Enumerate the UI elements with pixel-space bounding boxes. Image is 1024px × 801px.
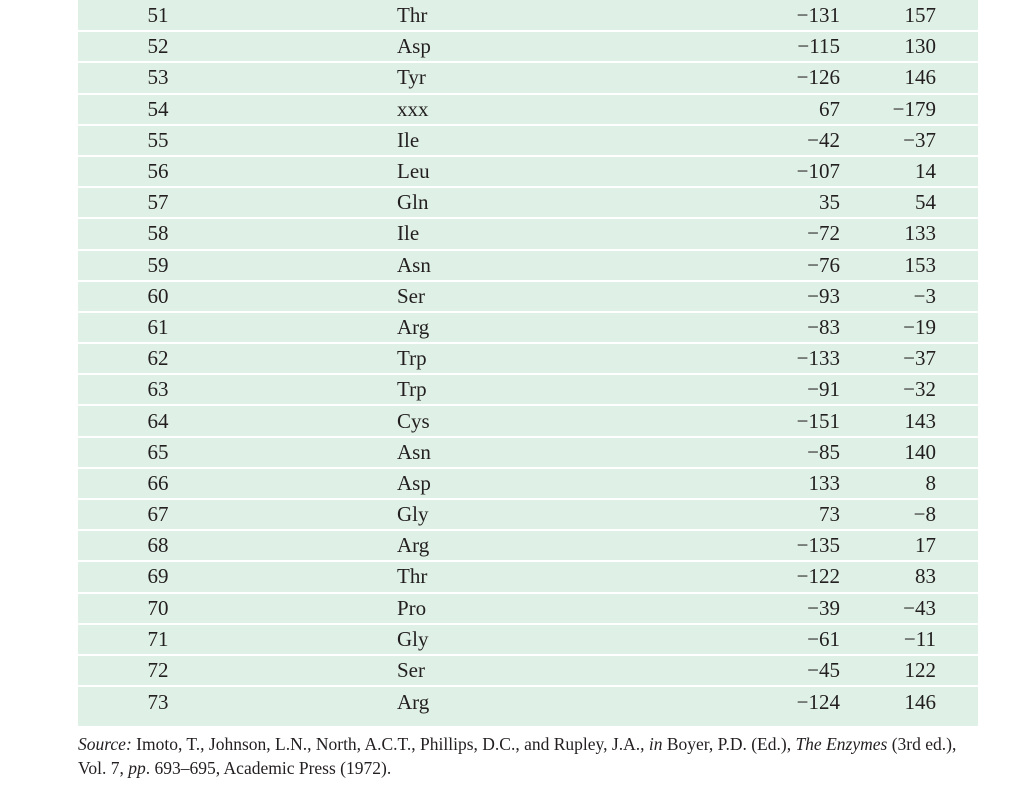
psi-angle-cell: 130	[904, 34, 936, 59]
psi-angle-cell: −3	[913, 283, 936, 308]
residue-name-cell: Ser	[397, 658, 425, 683]
residue-name-cell: Gln	[397, 190, 429, 215]
psi-angle-cell: 133	[904, 221, 936, 246]
dihedral-angle-table-panel	[78, 0, 978, 726]
table-body	[78, 0, 978, 717]
residue-name-cell: Thr	[397, 2, 428, 27]
residue-number-cell: 64	[147, 408, 169, 433]
phi-angle-cell: −151	[796, 408, 840, 433]
table-row	[78, 312, 978, 343]
psi-angle-cell: 54	[915, 190, 936, 215]
psi-angle-cell: 8	[925, 470, 936, 495]
phi-angle-cell: −42	[807, 127, 840, 152]
residue-number-cell: 57	[147, 190, 169, 215]
residue-name-cell: xxx	[397, 96, 429, 121]
phi-angle-cell: −85	[807, 439, 840, 464]
residue-number-cell: 68	[147, 533, 169, 558]
residue-number-cell: 61	[147, 314, 169, 339]
residue-number-cell: 67	[147, 502, 169, 527]
phi-angle-cell: −133	[796, 346, 840, 371]
table-row	[78, 125, 978, 156]
phi-angle-cell: −83	[807, 314, 840, 339]
residue-number-cell: 55	[147, 127, 169, 152]
source-in-word: in	[648, 734, 663, 754]
source-authors: Imoto, T., Johnson, L.N., North, A.C.T., Phillips, D.C., and Rupley, J.A.,	[131, 734, 649, 754]
table-row	[78, 31, 978, 62]
residue-name-cell: Ile	[397, 221, 420, 246]
psi-angle-cell: 143	[904, 408, 936, 433]
psi-angle-cell: −37	[903, 127, 936, 152]
phi-angle-cell: −61	[807, 626, 840, 651]
residue-number-cell: 65	[147, 439, 169, 464]
residue-name-cell: Asn	[397, 439, 431, 464]
dihedral-angle-table	[78, 0, 978, 717]
source-pages-publisher: . 693–695, Academic Press (1972).	[145, 758, 392, 778]
residue-name-cell: Pro	[397, 595, 427, 620]
residue-number-cell: 72	[147, 658, 169, 683]
table-row	[78, 624, 978, 655]
phi-angle-cell: 35	[819, 190, 840, 215]
residue-number-cell: 58	[147, 221, 169, 246]
phi-angle-cell: 133	[808, 470, 840, 495]
table-row	[78, 593, 978, 624]
table-row	[78, 374, 978, 405]
psi-angle-cell: 157	[904, 2, 936, 27]
phi-angle-cell: −45	[807, 658, 840, 683]
residue-number-cell: 70	[147, 595, 169, 620]
psi-angle-cell: 146	[904, 65, 936, 90]
table-row	[78, 94, 978, 125]
psi-angle-cell: −37	[903, 346, 936, 371]
table-row	[78, 686, 978, 717]
phi-angle-cell: −91	[807, 377, 840, 402]
residue-number-cell: 53	[147, 65, 169, 90]
residue-number-cell: 59	[147, 252, 169, 277]
table-row	[78, 343, 978, 374]
table-row	[78, 561, 978, 592]
residue-number-cell: 56	[147, 159, 169, 184]
phi-angle-cell: −93	[807, 283, 840, 308]
psi-angle-cell: −11	[903, 626, 936, 651]
phi-angle-cell: −72	[807, 221, 840, 246]
phi-angle-cell: −39	[807, 595, 840, 620]
phi-angle-cell: 67	[819, 96, 840, 121]
residue-number-cell: 51	[147, 2, 169, 27]
psi-angle-cell: −32	[903, 377, 936, 402]
table-row	[78, 156, 978, 187]
table-row	[78, 499, 978, 530]
phi-angle-cell: −135	[796, 533, 840, 558]
source-pp: pp	[128, 758, 146, 778]
table-row	[78, 187, 978, 218]
source-book-title: The Enzymes	[795, 734, 888, 754]
residue-number-cell: 60	[147, 283, 169, 308]
residue-name-cell: Gly	[397, 626, 429, 651]
phi-angle-cell: −126	[796, 65, 840, 90]
psi-angle-cell: 122	[904, 658, 936, 683]
table-row	[78, 0, 978, 31]
table-row	[78, 281, 978, 312]
source-editor: Boyer, P.D. (Ed.),	[662, 734, 796, 754]
psi-angle-cell: 83	[915, 564, 936, 589]
residue-name-cell: Cys	[397, 408, 430, 433]
phi-angle-cell: −131	[796, 2, 840, 27]
residue-number-cell: 71	[147, 626, 169, 651]
residue-number-cell: 69	[147, 564, 169, 589]
residue-name-cell: Asp	[397, 34, 431, 59]
residue-number-cell: 62	[147, 346, 169, 371]
psi-angle-cell: 140	[904, 439, 936, 464]
table-row	[78, 218, 978, 249]
phi-angle-cell: −122	[796, 564, 840, 589]
residue-number-cell: 52	[147, 34, 169, 59]
source-citation	[78, 732, 978, 780]
residue-name-cell: Ile	[397, 127, 420, 152]
psi-angle-cell: 17	[915, 533, 936, 558]
residue-name-cell: Tyr	[397, 65, 426, 90]
psi-angle-cell: 14	[915, 159, 936, 184]
residue-name-cell: Trp	[397, 346, 427, 371]
phi-angle-cell: −76	[807, 252, 840, 277]
phi-angle-cell: −107	[796, 159, 840, 184]
table-row	[78, 405, 978, 436]
residue-name-cell: Asn	[397, 252, 431, 277]
residue-name-cell: Asp	[397, 470, 431, 495]
residue-name-cell: Trp	[397, 377, 427, 402]
residue-name-cell: Gly	[397, 502, 429, 527]
psi-angle-cell: −43	[903, 595, 936, 620]
source-details: (3rd ed.), Vol. 7,	[78, 734, 957, 778]
table-row	[78, 530, 978, 561]
phi-angle-cell: −115	[797, 34, 840, 59]
residue-name-cell: Arg	[397, 689, 430, 714]
residue-name-cell: Arg	[397, 533, 430, 558]
table-row	[78, 62, 978, 93]
psi-angle-cell: 153	[904, 252, 936, 277]
psi-angle-cell: −179	[892, 96, 936, 121]
table-row	[78, 437, 978, 468]
residue-name-cell: Leu	[397, 159, 430, 184]
table-row	[78, 250, 978, 281]
psi-angle-cell: −8	[913, 502, 936, 527]
residue-number-cell: 73	[147, 689, 169, 714]
phi-angle-cell: −124	[796, 689, 840, 714]
residue-number-cell: 66	[147, 470, 169, 495]
table-row	[78, 655, 978, 686]
residue-name-cell: Thr	[397, 564, 428, 589]
residue-name-cell: Ser	[397, 283, 425, 308]
residue-name-cell: Arg	[397, 314, 430, 339]
residue-number-cell: 63	[147, 377, 169, 402]
source-label: Source:	[78, 734, 132, 754]
psi-angle-cell: 146	[904, 689, 936, 714]
residue-number-cell: 54	[147, 96, 169, 121]
phi-angle-cell: 73	[819, 502, 840, 527]
psi-angle-cell: −19	[903, 314, 936, 339]
table-row	[78, 468, 978, 499]
